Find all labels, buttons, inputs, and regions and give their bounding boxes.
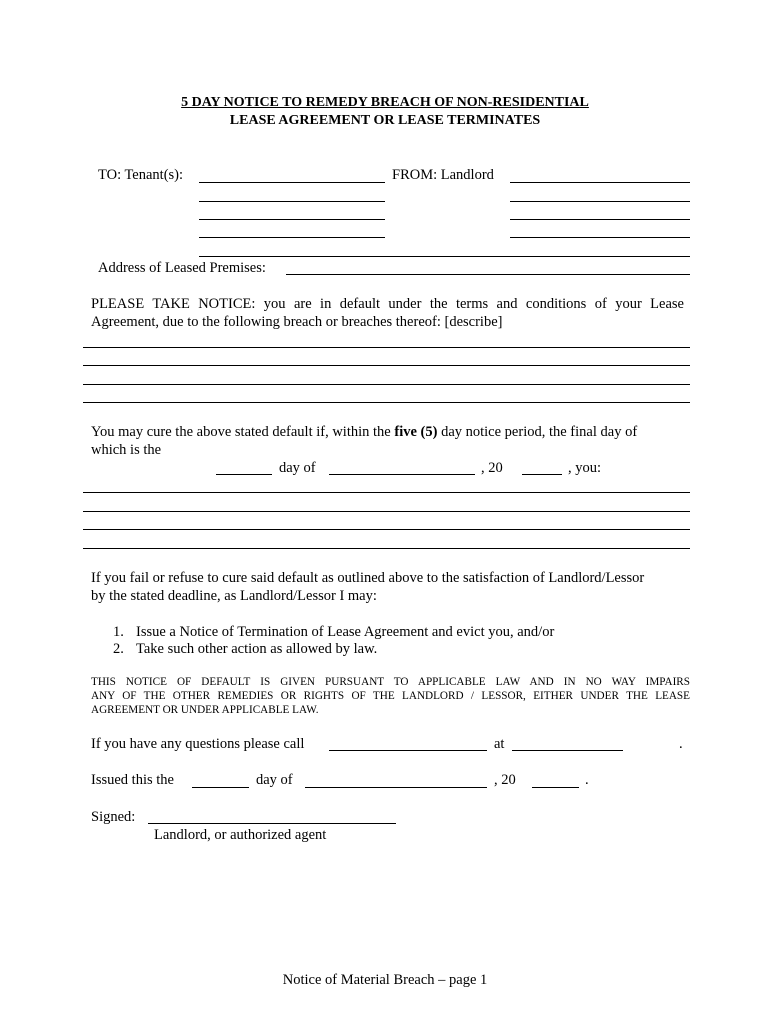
phone-number-blank[interactable]	[512, 750, 623, 751]
issued-day-of-label: day of	[256, 772, 293, 788]
address-label: Address of Leased Premises:	[98, 260, 266, 276]
title-line-1: 5 DAY NOTICE TO REMEDY BREACH OF NON-RESIDENTIAL	[181, 95, 589, 110]
issued-month-blank[interactable]	[305, 787, 487, 788]
breach-line-1[interactable]	[83, 347, 690, 348]
option-1-number: 1.	[113, 624, 124, 640]
breach-line-2[interactable]	[83, 365, 690, 366]
cure-action-line-1[interactable]	[83, 492, 690, 493]
address-line[interactable]	[286, 274, 690, 275]
cure-month-blank[interactable]	[329, 474, 475, 475]
notice-paragraph	[91, 295, 684, 331]
cure-action-line-2[interactable]	[83, 511, 690, 512]
fail-line-1: If you fail or refuse to cure said default as outlined above to the satisfaction of Landlord/Lessor	[91, 570, 645, 586]
disclaimer-line-1: THIS NOTICE OF DEFAULT IS GIVEN PURSUANT TO APPLICABLE LAW AND IN NO WAY IMPAIRS	[91, 676, 690, 688]
parties-separator-line[interactable]	[199, 256, 690, 257]
cure-line-2: which is the	[91, 442, 162, 458]
cure-year-blank[interactable]	[522, 474, 562, 475]
landlord-line-2[interactable]	[510, 201, 690, 202]
landlord-line-4[interactable]	[510, 237, 690, 238]
cure-you-label: , you:	[568, 460, 602, 476]
notice-line-2: Agreement, due to the following breach or breaches thereof: [describe]	[91, 314, 503, 330]
cure-bold-days: five (5)	[394, 424, 438, 440]
cure-day-of-label: day of	[279, 460, 316, 476]
cure-day-blank[interactable]	[216, 474, 272, 475]
disclaimer-paragraph	[91, 675, 690, 717]
tenant-line-2[interactable]	[199, 201, 385, 202]
page-footer: Notice of Material Breach – page 1	[282, 972, 488, 988]
cure-prefix: You may cure the above stated default if, within the	[91, 424, 391, 440]
disclaimer-line-2: ANY OF THE OTHER REMEDIES OR RIGHTS OF THE LANDLORD / LESSOR, EITHER UNDER THE LEASE	[91, 690, 690, 702]
issued-day-blank[interactable]	[192, 787, 249, 788]
notice-line-1: PLEASE TAKE NOTICE: you are in default under the terms and conditions of your Lease	[91, 296, 684, 312]
option-2-number: 2.	[113, 641, 124, 657]
landlord-line-3[interactable]	[510, 219, 690, 220]
questions-period: .	[679, 736, 683, 752]
from-landlord-label: FROM: Landlord	[392, 167, 494, 183]
option-1-text: Issue a Notice of Termination of Lease Agreement and evict you, and/or	[136, 624, 555, 640]
tenant-line-3[interactable]	[199, 219, 385, 220]
issued-year-prefix: , 20	[494, 772, 516, 788]
breach-line-4[interactable]	[83, 402, 690, 403]
issued-label: Issued this the	[91, 772, 174, 788]
issued-period: .	[585, 772, 589, 788]
cure-action-line-4[interactable]	[83, 548, 690, 549]
disclaimer-line-3: AGREEMENT OR UNDER APPLICABLE LAW.	[91, 704, 319, 716]
to-tenant-label: TO: Tenant(s):	[98, 167, 184, 183]
cure-year-prefix: , 20	[481, 460, 503, 476]
tenant-line-4[interactable]	[199, 237, 385, 238]
questions-at-label: at	[494, 736, 505, 752]
cure-action-line-3[interactable]	[83, 529, 690, 530]
phone-contact-blank[interactable]	[329, 750, 487, 751]
cure-suffix: day notice period, the final day of	[441, 424, 638, 440]
option-2-text: Take such other action as allowed by law.	[136, 641, 378, 657]
signature-caption: Landlord, or authorized agent	[154, 827, 327, 843]
breach-line-3[interactable]	[83, 384, 690, 385]
cure-line-1	[91, 423, 637, 441]
title-line-2: LEASE AGREEMENT OR LEASE TERMINATES	[229, 113, 541, 128]
issued-year-blank[interactable]	[532, 787, 579, 788]
fail-line-2: by the stated deadline, as Landlord/Lessor I may:	[91, 588, 377, 604]
questions-label: If you have any questions please call	[91, 736, 305, 752]
tenant-line-1[interactable]	[199, 182, 385, 183]
signature-line[interactable]	[148, 823, 396, 824]
signed-label: Signed:	[91, 809, 136, 825]
landlord-line-1[interactable]	[510, 182, 690, 183]
